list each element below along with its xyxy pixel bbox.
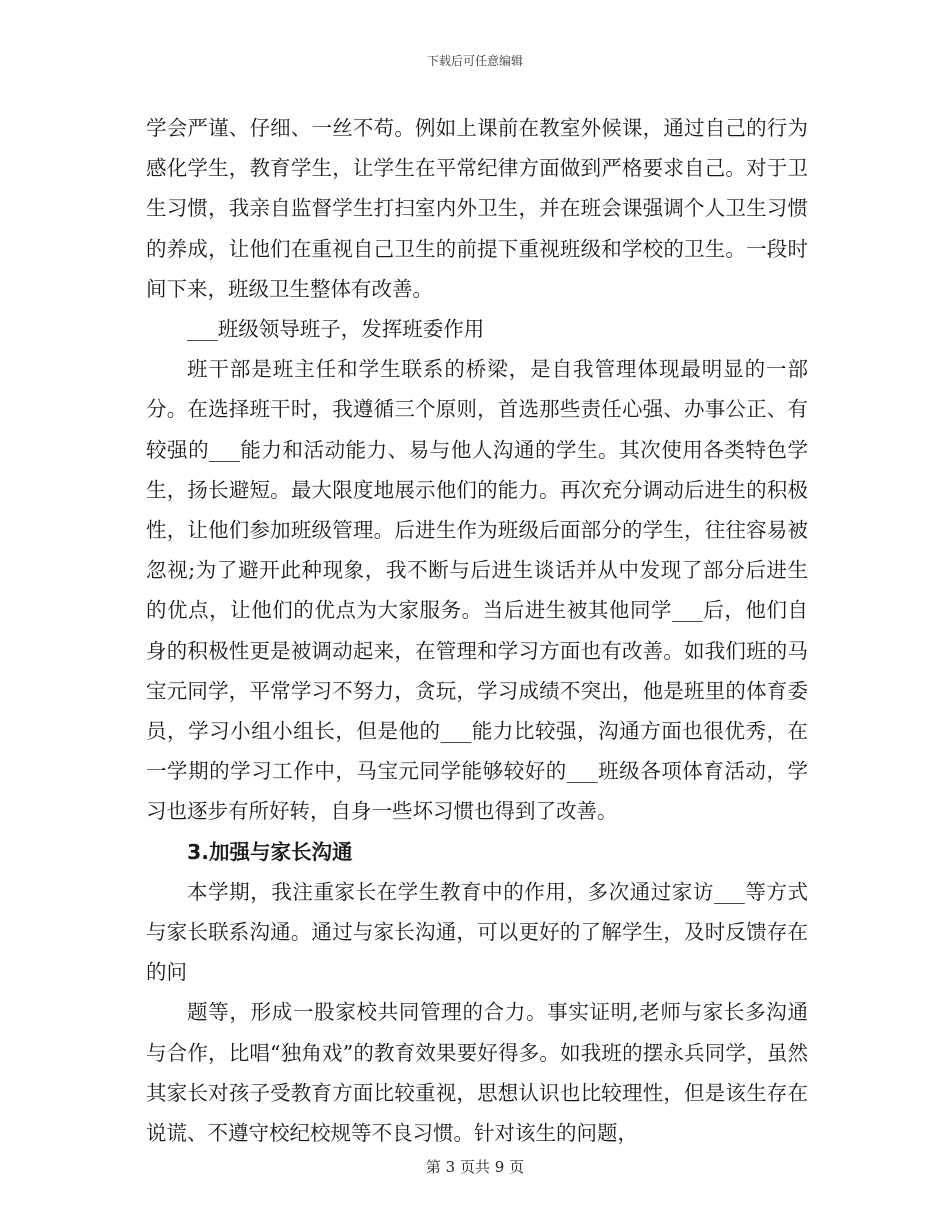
paragraph-hygiene: 学会严谨、仔细、一丝不苟。例如上课前在教室外候课，通过自己的行为感化学生，教育学生，让学生在平常纪律方面做到严格要求自己。对于卫生习惯，我亲自监督学生打扫室内外卫生，并在班会课强调个人卫生习惯的养成，让他们在重视自己卫生的前提下重视班级和学校的卫生。一段时间下来，班级卫生整体有改善。 <box>146 116 808 301</box>
section-subheading-class-leaders: ___班级领导班子，发挥班委作用 <box>187 317 485 342</box>
document-body <box>146 108 808 1153</box>
paragraph-home-school-cooperation: 题等，形成一股家校共同管理的合力。事实证明,老师与家长多沟通与合作，比唱“独角戏”的教育效果要好得多。如我班的摆永兵同学，虽然其家长对孩子受教育方面比较重视，思想认识也比较理性，但是该生存在说谎、不遵守校纪校规等不良习惯。针对该生的问题， <box>146 1000 808 1146</box>
paragraph-parent-communication: 本学期，我注重家长在学生教育中的作用，多次通过家访___等方式与家长联系沟通。通过与家长沟通，可以更好的了解学生，及时反馈存在的问 <box>146 879 808 985</box>
paragraph-class-cadres: 班干部是班主任和学生联系的桥梁，是自我管理体现最明显的一部分。在选择班干时，我遵循三个原则，首选那些责任心强、办事公正、有较强的___能力和活动能力、易与他人沟通的学生。其次使用各类特色学生，扬长避短。最大限度地展示他们的能力。再次充分调动后进生的积极性，让他们参加班级管理。后进生作为班级后面部分的学生，往往容易被忽视;为了避开此种现象，我不断与后进生谈话并从中发现了部分后进生的优点，让他们的优点为大家服务。当后进生被其他同学___后，他们自身的积极性更是被调动起来，在管理和学习方面也有改善。如我们班的马宝元同学，平常学习不努力，贪玩，学习成绩不突出，他是班里的体育委员，学习小组小组长，但是他的___能力比较强，沟通方面也很优秀，在一学期的学习工作中，马宝元同学能够较好的___班级各项体育活动，学习也逐步有所好转，自身一些坏习惯也得到了改善。 <box>146 357 808 824</box>
page-header: 下载后可任意编辑 <box>426 54 523 68</box>
page-number: 第 3 页共 9 页 <box>425 1158 525 1176</box>
section-heading-parent-communication: 3.加强与家长沟通 <box>187 839 353 864</box>
